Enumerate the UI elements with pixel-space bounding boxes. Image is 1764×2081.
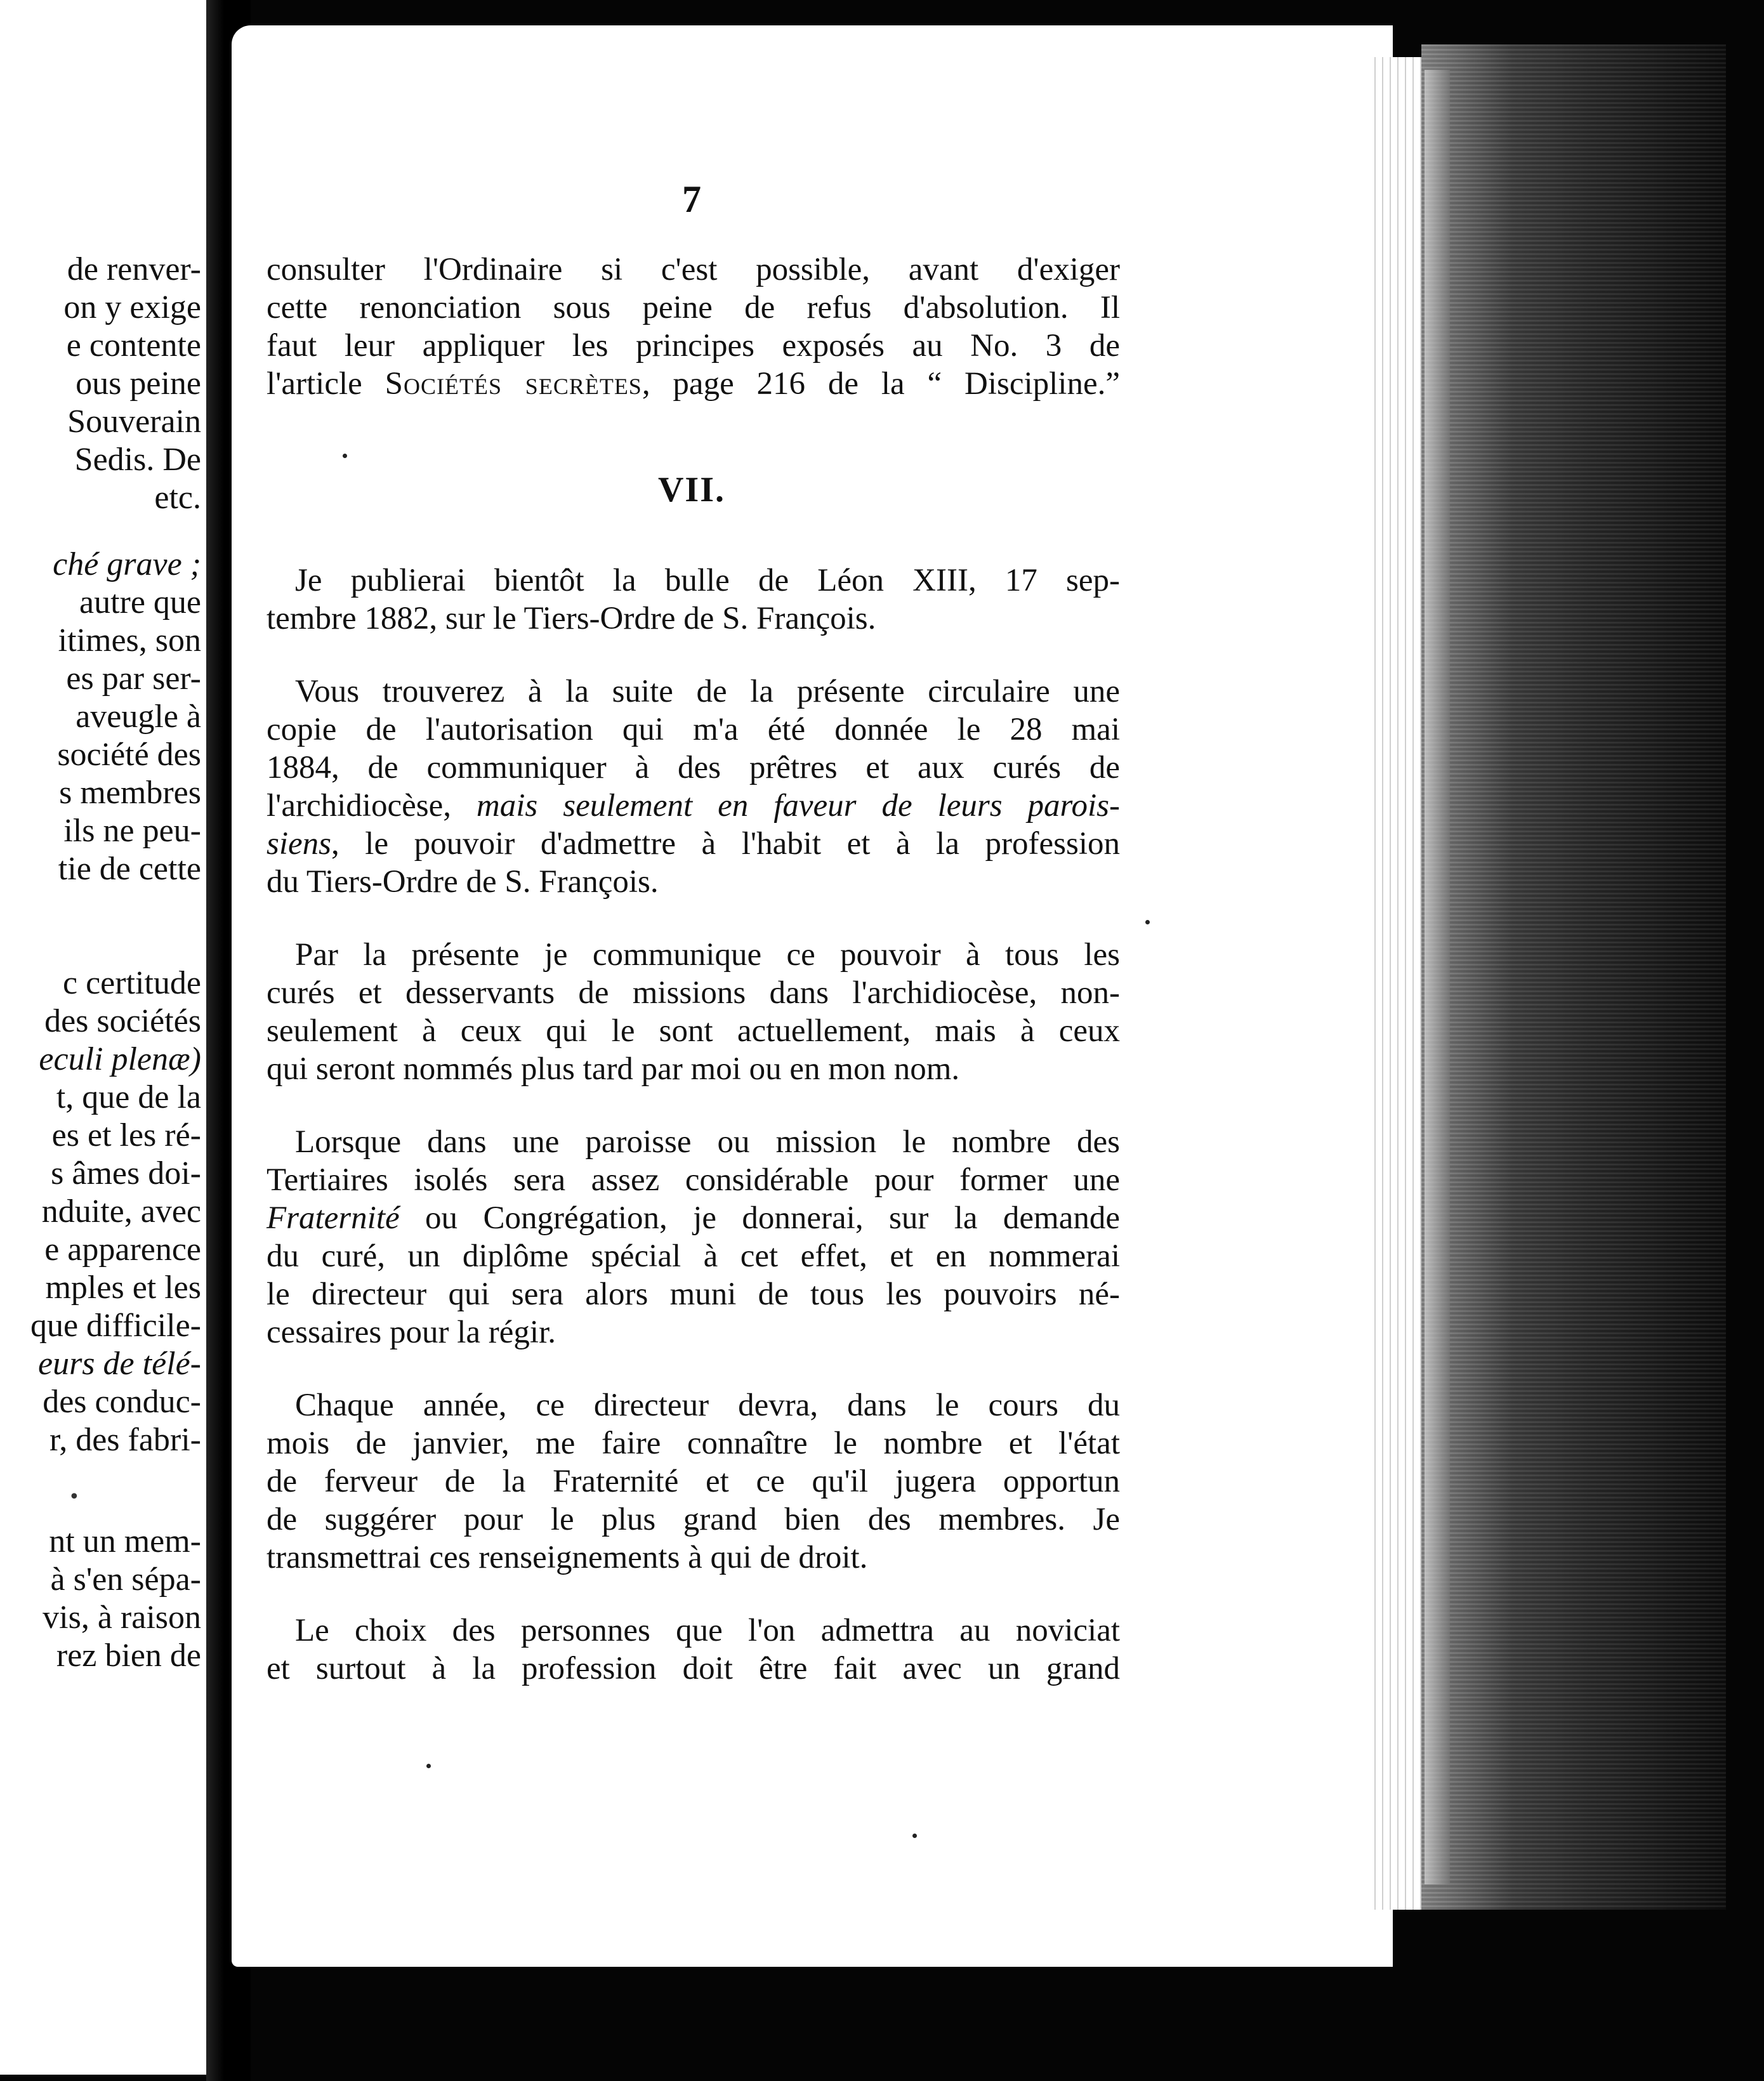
text-line: Lorsque dans une paroisse ou mission le nombre des	[295, 1124, 1120, 1160]
left-page-line: c certitude	[63, 965, 201, 1001]
left-page-line: eculi plenæ)	[39, 1041, 201, 1077]
text-line: et surtout à la profession doit être fait avec un grand	[267, 1651, 1120, 1686]
text-line: tembre 1882, sur le Tiers-Ordre de S. François.	[267, 601, 876, 636]
left-page-line: itimes, son	[58, 622, 201, 659]
text-line: mois de janvier, me faire connaître le nombre et l'état	[267, 1426, 1120, 1461]
left-page-line: des conduc-	[43, 1384, 201, 1420]
text-line: qui seront nommés plus tard par moi ou en mon nom.	[267, 1051, 960, 1087]
left-page-line: ché grave ;	[53, 546, 201, 582]
left-page-line: on y exige	[63, 289, 201, 325]
text-line: faut leur appliquer les principes exposés au No. 3 de	[267, 328, 1120, 364]
text-line: l'article Sociétés secrètes, page 216 de la “ Discipline.”	[267, 366, 1120, 402]
left-page-line: Souverain	[67, 404, 201, 440]
left-page-line: vis, à raison	[43, 1599, 201, 1636]
text-line: Fraternité ou Congrégation, je donnerai, sur la demande	[267, 1200, 1120, 1236]
text-line: de ferveur de la Fraternité et ce qu'il jugera opportun	[267, 1464, 1120, 1499]
text-line: du Tiers-Ordre de S. François.	[267, 864, 659, 900]
text-line: curés et desservants de missions dans l'archidiocèse, non-	[267, 975, 1120, 1011]
ink-speck	[912, 1834, 917, 1838]
text-line: du curé, un diplôme spécial à cet effet, et en nommerai	[267, 1238, 1120, 1274]
text-line: l'archidiocèse, mais seulement en faveur de leurs parois-	[267, 788, 1120, 824]
text-line: seulement à ceux qui le sont actuellement, mais à ceux	[267, 1013, 1120, 1049]
left-page-line: nt un mem-	[49, 1523, 201, 1559]
ink-dot: •	[69, 1486, 80, 1508]
previous-page-fragment	[0, 0, 206, 2075]
ink-speck	[1145, 920, 1150, 924]
text-line: Tertiaires isolés sera assez considérable pour former une	[267, 1162, 1120, 1198]
left-page-line: que difficile-	[30, 1308, 201, 1344]
page-edges	[1371, 57, 1421, 1910]
text-line: Je publierai bientôt la bulle de Léon XIII, 17 sep-	[295, 563, 1120, 598]
text-line: consulter l'Ordinaire si c'est possible, avant d'exiger	[267, 252, 1120, 287]
ink-speck	[426, 1764, 431, 1768]
section-heading: VII.	[657, 470, 726, 509]
italic-phrase: Fraternité	[267, 1200, 400, 1236]
left-page-line: es par ser-	[66, 660, 201, 697]
left-page-line: autre que	[79, 584, 201, 620]
italic-phrase: mais seulement en faveur de leurs parois-	[476, 788, 1120, 824]
left-page-line: eurs de télé-	[37, 1346, 201, 1382]
small-caps-term: Sociétés secrètes	[385, 366, 642, 402]
text-line: copie de l'autorisation qui m'a été donnée le 28 mai	[267, 712, 1120, 747]
left-page-line: s âmes doi-	[51, 1155, 201, 1191]
left-page-line: ous peine	[76, 365, 201, 402]
left-page-line: société des	[57, 737, 201, 773]
left-page-line: mples et les	[45, 1270, 201, 1306]
italic-phrase: siens	[267, 826, 331, 862]
left-page-line: ils ne peu-	[63, 813, 201, 849]
left-page-line: e apparence	[44, 1231, 201, 1268]
left-page-line: nduite, avec	[41, 1193, 201, 1230]
text-line: siens, le pouvoir d'admettre à l'habit et à la profession	[267, 826, 1120, 862]
left-page-line: des sociétés	[44, 1003, 201, 1039]
left-page-line: Sedis. De	[74, 442, 201, 478]
text-line: le directeur qui sera alors muni de tous les pouvoirs né-	[267, 1277, 1120, 1312]
text-line: Vous trouverez à la suite de la présente circulaire une	[295, 674, 1120, 709]
text-line: de suggérer pour le plus grand bien des membres. Je	[267, 1502, 1120, 1537]
left-page-line: aveugle à	[76, 699, 201, 735]
left-page-line: rez bien de	[56, 1638, 201, 1674]
left-page-line: tie de cette	[58, 851, 201, 887]
left-page-line: à s'en sépa-	[50, 1561, 201, 1598]
left-page-line: s membres	[59, 775, 201, 811]
left-page-line: t, que de la	[56, 1079, 201, 1115]
left-page-line: e contente	[66, 327, 201, 364]
text-line: Chaque année, ce directeur devra, dans le cours du	[295, 1388, 1120, 1423]
text-line: Par la présente je communique ce pouvoir à tous les	[295, 937, 1120, 973]
ink-speck	[343, 454, 347, 458]
text-line: transmettrai ces renseignements à qui de droit.	[267, 1540, 868, 1575]
text-line: cette renonciation sous peine de refus d'absolution. Il	[267, 290, 1120, 325]
book-block-edge	[1421, 44, 1726, 1910]
left-page-line: etc.	[154, 480, 201, 516]
left-page-line: r, des fabri-	[49, 1422, 201, 1458]
text-line: 1884, de communiquer à des prêtres et aux curés de	[267, 750, 1120, 785]
left-page-line: es et les ré-	[51, 1117, 201, 1153]
text-line: cessaires pour la régir.	[267, 1315, 556, 1350]
left-page-line: de renver-	[67, 251, 201, 287]
text-line: Le choix des personnes que l'on admettra au noviciat	[295, 1613, 1120, 1648]
page-edge-highlight	[1425, 70, 1450, 1884]
page-number: 7	[682, 178, 701, 220]
